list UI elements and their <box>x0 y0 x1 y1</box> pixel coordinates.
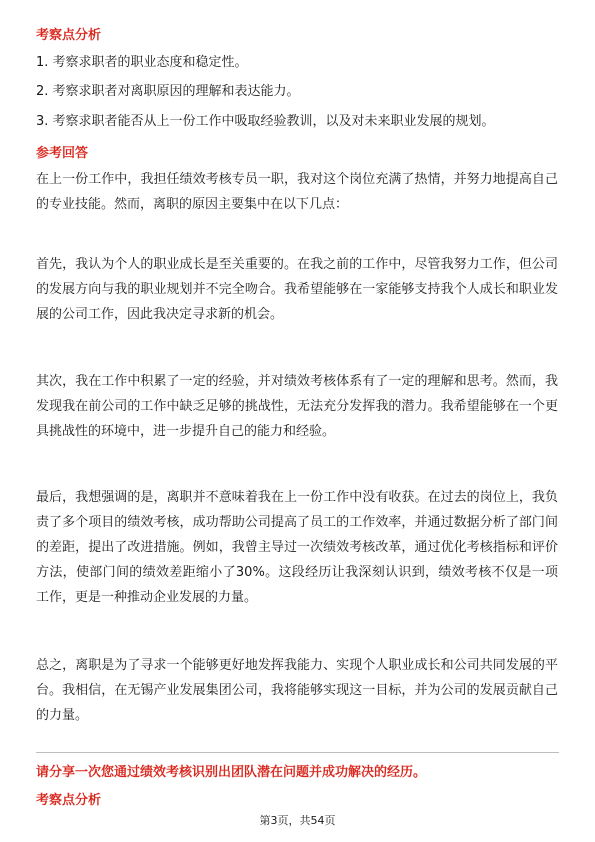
page-number: 第3页，共54页 <box>259 814 336 827</box>
analysis-heading-2: 考察点分析 <box>36 793 102 808</box>
next-question: 请分享一次您通过绩效考核识别出团队潜在问题并成功解决的经历。 <box>36 765 427 780</box>
answer-paragraph-5: 总之，离职是为了寻求一个能够更好地发挥我能力、实现个人职业成长和公司共同发展的平台。我相信，在无锡产业发展集团公司，我将能够实现这一目标，并为公司的发展贡献自己的力量。 <box>36 658 558 723</box>
answer-paragraph-3: 其次，我在工作中积累了一定的经验，并对绩效考核体系有了一定的理解和思考。然而，我发现我在前公司的工作中缺乏足够的挑战性，无法充分发挥我的潜力。我希望能够在一个更具挑战性的环境中，进一步提升自己的能力和经验。 <box>36 374 558 439</box>
answer-paragraph-2: 首先，我认为个人的职业成长是至关重要的。在我之前的工作中，尽管我努力工作，但公司的发展方向与我的职业规划并不完全吻合。我希望能够在一家能够支持我个人成长和职业发展的公司工作，因此我决定寻求新的机会。 <box>36 257 558 322</box>
analysis-item-3: 3. 考察求职者能否从上一份工作中吸取经验教训，以及对未来职业发展的规划。 <box>36 114 495 129</box>
analysis-heading: 考察点分析 <box>36 28 102 43</box>
analysis-item-2: 2. 考察求职者对离职原因的理解和表达能力。 <box>36 84 300 99</box>
answer-heading: 参考回答 <box>36 146 89 161</box>
section-divider <box>36 752 559 753</box>
answer-paragraph-1: 在上一份工作中，我担任绩效考核专员一职，我对这个岗位充满了热情，并努力地提高自己的专业技能。然而，离职的原因主要集中在以下几点： <box>36 172 558 212</box>
answer-paragraph-4: 最后，我想强调的是，离职并不意味着我在上一份工作中没有收获。在过去的岗位上，我负责了多个项目的绩效考核，成功帮助公司提高了员工的工作效率，并通过数据分析了部门间的差距，提出了改进措施。例如，我曾主导过一次绩效考核改革，通过优化考核指标和评价方法，使部门间的绩效差距缩小了30%。这段经历让我深刻认识到，绩效考核不仅是一项工作，更是一种推动企业发展的力量。 <box>36 490 558 605</box>
analysis-item-1: 1. 考察求职者的职业态度和稳定性。 <box>36 55 248 70</box>
